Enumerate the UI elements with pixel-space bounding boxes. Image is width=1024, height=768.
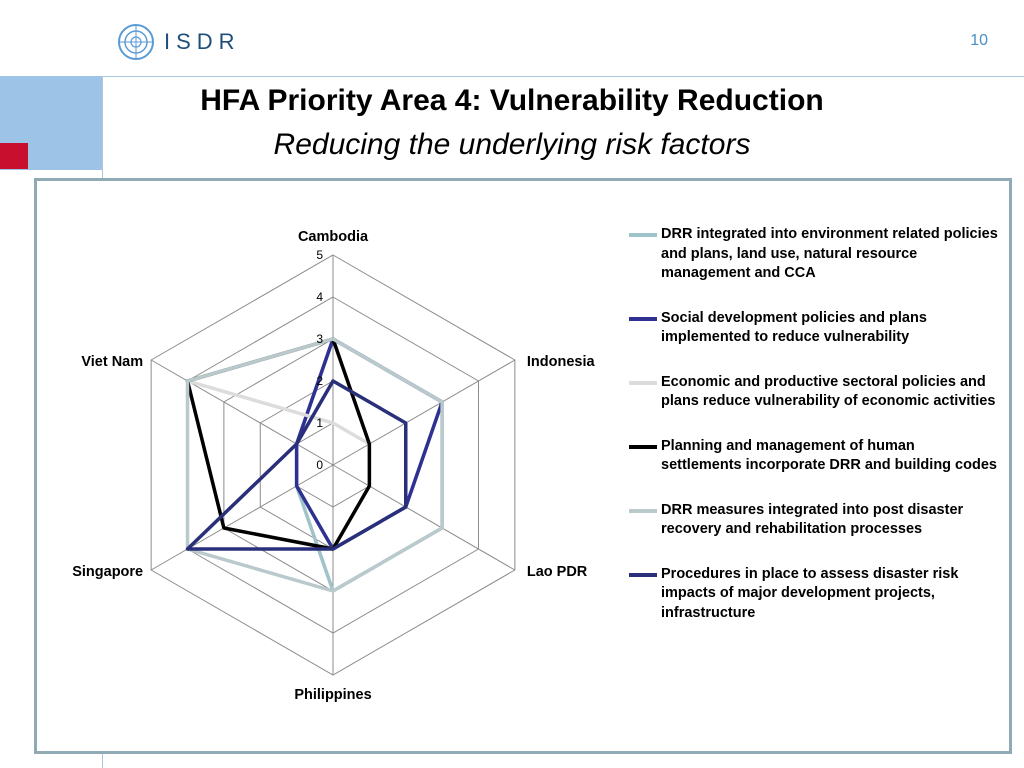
legend-item (629, 309, 999, 348)
radial-tick-label: 2 (316, 374, 323, 388)
legend-item (629, 437, 999, 476)
legend-label: Procedures in place to assess disaster risk impacts of major development projects, infrastructure (661, 565, 959, 621)
legend-swatch (629, 573, 657, 577)
category-label: Cambodia (297, 229, 369, 245)
isdr-logo (116, 22, 241, 62)
page-number: 10 (970, 32, 988, 49)
legend-item (629, 565, 999, 624)
legend-swatch (629, 381, 657, 385)
legend-label: Economic and productive sectoral policies and plans reduce vulnerability of economic activities (661, 373, 996, 409)
legend-swatch (629, 317, 657, 321)
category-label: Philippines (294, 687, 372, 703)
legend-item (629, 373, 999, 412)
slide-title: HFA Priority Area 4: Vulnerability Reduction (200, 84, 824, 117)
radial-tick-label: 0 (316, 458, 323, 472)
radial-tick-label: 4 (316, 290, 323, 304)
legend-label: DRR measures integrated into post disaster recovery and rehabilitation processes (661, 501, 964, 537)
slide-subtitle: Reducing the underlying risk factors (273, 128, 751, 161)
legend-swatch (629, 445, 657, 449)
legend-label: Social development policies and plans implemented to reduce vulnerability (661, 309, 927, 345)
legend-swatch (629, 233, 657, 237)
legend-item (629, 225, 999, 284)
grid-spoke (333, 465, 515, 570)
category-label: Singapore (72, 564, 144, 580)
legend-item (629, 501, 999, 540)
category-label: Viet Nam (81, 354, 144, 370)
radial-tick-label: 3 (316, 332, 323, 346)
legend-swatch (629, 509, 657, 513)
radial-tick-label: 1 (316, 416, 323, 430)
series-line-5 (188, 339, 443, 591)
radial-tick-label: 5 (316, 248, 323, 262)
chart-legend (629, 225, 999, 648)
logo-text: ISDR (164, 29, 241, 54)
legend-label: DRR integrated into environment related policies and plans, land use, natural resource management and CCA (661, 226, 998, 281)
category-label: Lao PDR (526, 564, 588, 580)
un-emblem-icon (116, 22, 156, 62)
header-divider (102, 76, 1024, 77)
category-label: Indonesia (526, 354, 595, 370)
legend-label: Planning and management of human settlements incorporate DRR and building codes (661, 437, 997, 473)
chart-frame (34, 178, 1012, 754)
